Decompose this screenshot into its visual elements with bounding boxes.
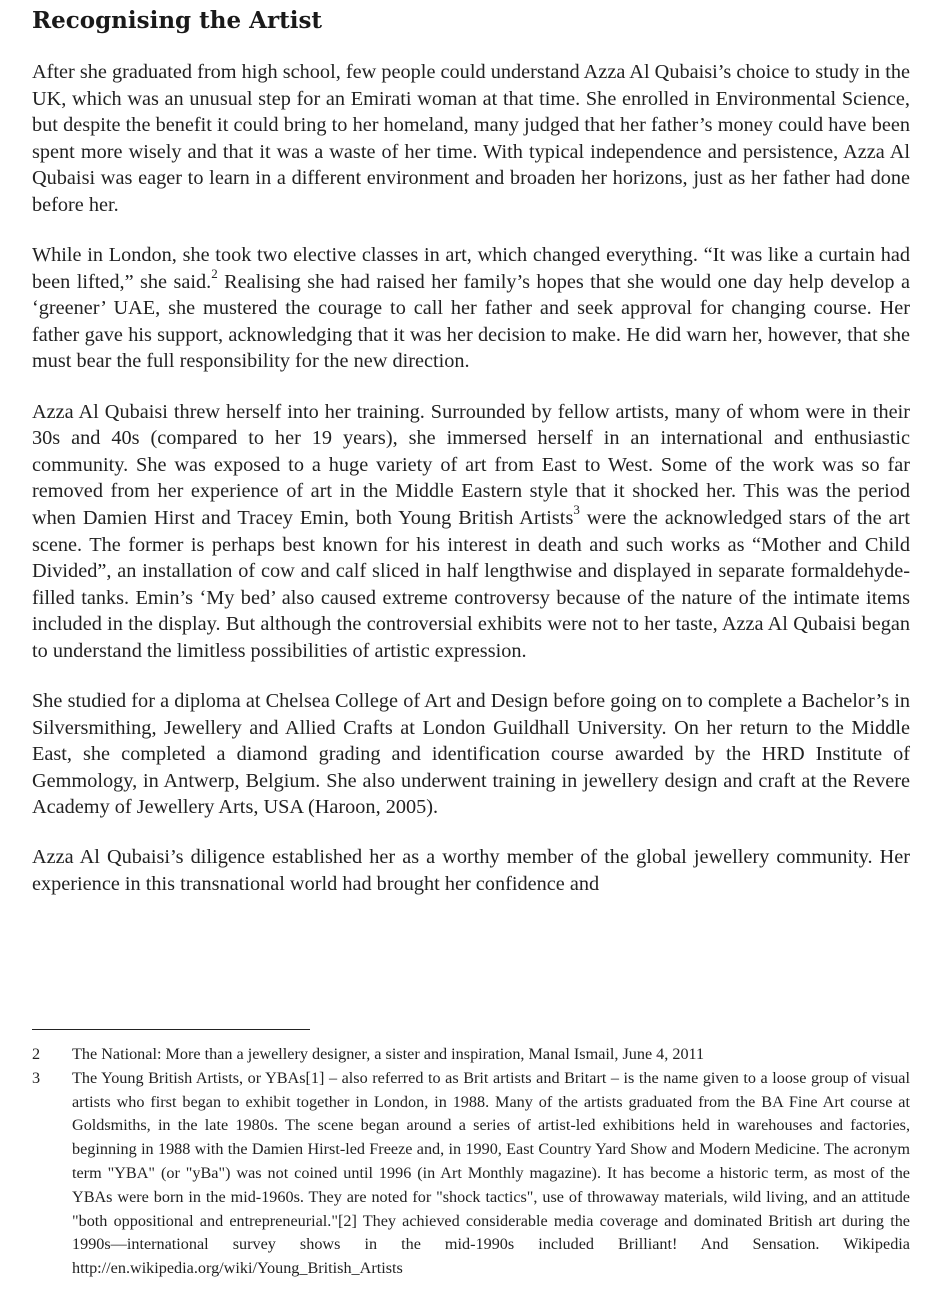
footnote-text: The Young British Artists, or YBAs[1] – also referred to as Brit artists and Britart – is the name given to a loose group of visual artists who first began to exhibit together in London, in 1988. Many of the artists graduated from the BA Fine Art course at Goldsmiths, in the late 1980s. The scene began around a series of artist-led exhibitions held in warehouses and factories, beginning in 1988 with the Damien Hirst-led Freeze and, in 1990, East Country Yard Show and Modern Medicine. The acronym term "YBA" (or "yBa") was not coined until 1996 (in Art Monthly magazine). It has become a historic term, as most of the YBAs were born in the mid-1960s. They are noted for "shock tactics", use of throwaway materials, wild living, and an attitude "both oppositional and entrepreneurial."[2] They achieved considerable media coverage and dominated British art during the 1990s—international survey shows in the mid-1990s included Brilliant! And Sensation. Wikipedia http://en.wikipedia.org/wiki/Young_British_Artists xyxy=(72,1068,910,1278)
paragraph-5-text: Azza Al Qubaisi’s diligence established her as a worthy member of the global jewellery community. Her experience in this transnational world had brought her confidence and xyxy=(32,846,910,896)
paragraph-3-text-b: were the acknowledged stars of the art scene. The former is perhaps best known for his interest in death and such works as “Mother and Child Divided”, an installation of cow and calf sliced in half lengthwise and displayed in separate formaldehyde-filled tanks. Emin’s ‘My bed’ also caused extreme controversy because of the nature of the intimate items included in the display. But although the controversial exhibits were not to her taste, Azza Al Qubaisi began to understand the limitless possibilities of artistic expression. xyxy=(32,506,910,662)
paragraph-1 xyxy=(32,59,910,219)
paragraph-2 xyxy=(32,242,910,375)
footnote-number: 3 xyxy=(32,1068,41,1087)
footnote-2 xyxy=(32,1043,910,1067)
footnote-number: 2 xyxy=(32,1045,41,1063)
paragraph-3-text-a: Azza Al Qubaisi threw herself into her training. Surrounded by fellow artists, many of whom were in their 30s and 40s (compared to her 19 years), she immersed herself in an international and enthusiastic community. She was exposed to a huge variety of art from East to West. Some of the work was so far removed from her experience of art in the Middle Eastern style that it shocked her. This was the period when Damien Hirst and Tracey Emin, both Young British Artists xyxy=(32,400,910,529)
body-text xyxy=(32,59,910,898)
footnotes xyxy=(32,1043,910,1281)
paragraph-5 xyxy=(32,844,910,897)
paragraph-3 xyxy=(32,399,910,665)
paragraph-4-text: She studied for a diploma at Chelsea College of Art and Design before going on to complete a Bachelor’s in Silversmithing, Jewellery and Allied Crafts at London Guildhall University. On her return to the Middle East, she completed a diamond grading and identification course awarded by the HRD Institute of Gemmology, in Antwerp, Belgium. She also underwent training in jewellery design and craft at the Revere Academy of Jewellery Arts, USA (Haroon, 2005). xyxy=(32,689,910,819)
footnote-ref-2[interactable]: 2 xyxy=(211,265,218,281)
footnote-text: The National: More than a jewellery designer, a sister and inspiration, Manal Ismail, June 4, 2011 xyxy=(72,1045,705,1063)
document-page xyxy=(32,0,910,898)
section-heading: Recognising the Artist xyxy=(32,7,323,34)
paragraph-4 xyxy=(32,688,910,821)
footnote-separator xyxy=(32,1029,310,1030)
footnote-ref-3[interactable]: 3 xyxy=(573,502,580,518)
paragraph-2-text-b: Realising she had raised her family’s hopes that she would one day help develop a ‘greener’ UAE, she mustered the courage to call her father and seek approval for changing course. Her father gave his support, acknowledging that it was her decision to make. He did warn her, however, that she must bear the full responsibility for the new direction. xyxy=(32,270,910,373)
paragraph-2-text-a: While in London, she took two elective classes in art, which changed everything. “It was like a curtain had been lifted,” she said. xyxy=(32,244,910,293)
paragraph-1-text: After she graduated from high school, few people could understand Azza Al Qubaisi’s choice to study in the UK, which was an unusual step for an Emirati woman at that time. She enrolled in Environmental Science, but despite the benefit it could bring to her homeland, many judged that her father’s money could have been spent more wisely and that it was a waste of her time. With typical independence and persistence, Azza Al Qubaisi was eager to learn in a different environment and broaden her horizons, just as her father had done before her. xyxy=(32,61,910,216)
footnote-3 xyxy=(32,1067,910,1281)
